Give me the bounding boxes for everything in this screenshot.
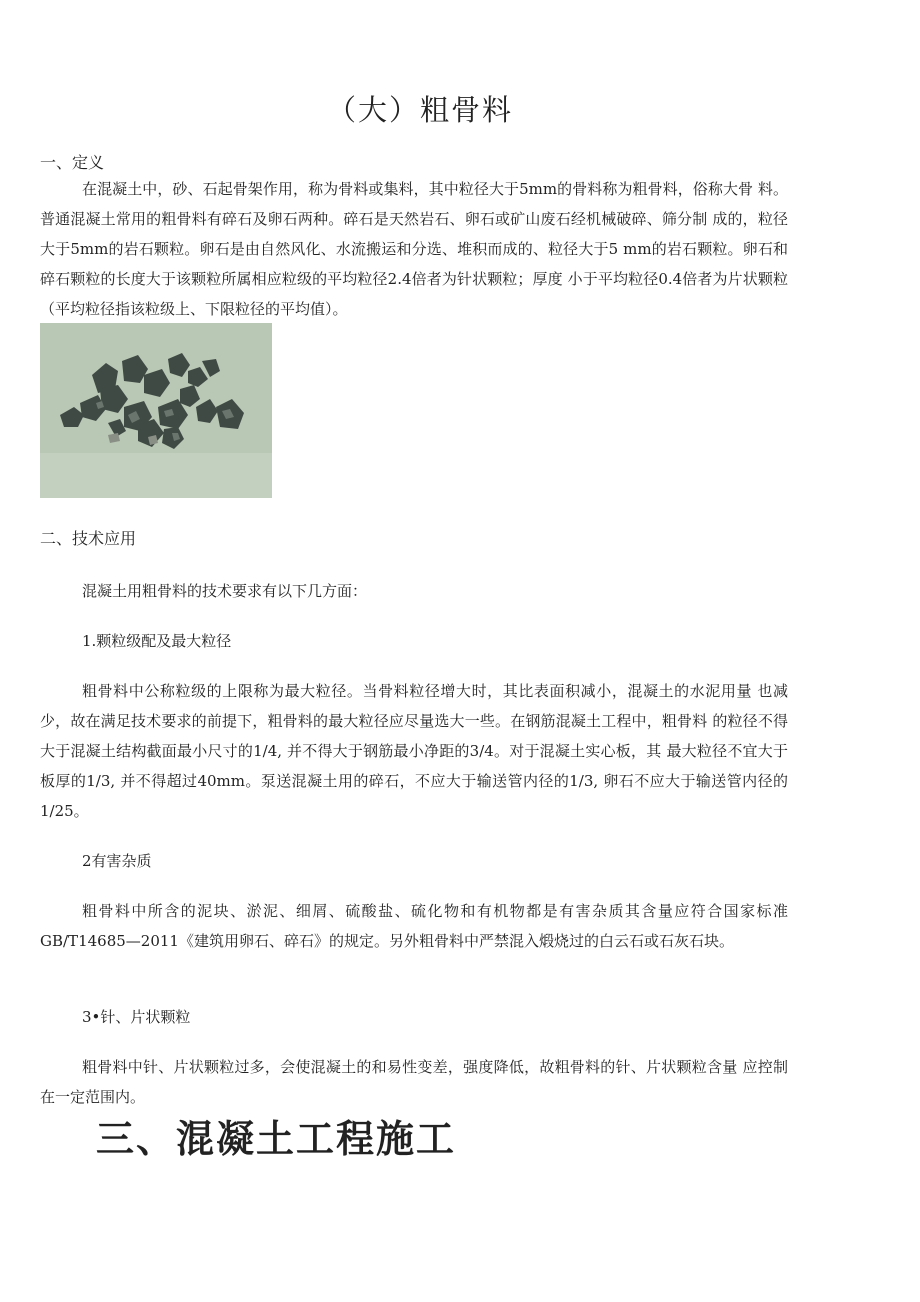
section-heading-application: 二、技术应用 bbox=[40, 529, 137, 548]
page-title: （大）粗骨料 bbox=[326, 93, 513, 127]
item1-title: 1.颗粒级配及最大粒径 bbox=[82, 632, 232, 650]
definition-paragraph: 在混凝土中，砂、石起骨架作用，称为骨料或集料，其中粒径大于5mm的骨料称为粗骨料，俗称大骨 料。普通混凝土常用的粗骨料有碎石及卵石两种。碎石是天然岩石、卵石或矿山废石经机械破碎、筛分制 成的，粒径大于5mm的岩石颗粒。卵石是由自然风化、水流搬运和分选、堆积而成的、粒径大于5 mm的岩石颗粒。卵石和碎石颗粒的长度大于该颗粒所属相应粒级的平均粒径2.4倍者为针状颗粒；厚度 小于平均粒径0.4倍者为片状颗粒（平均粒径指该粒级上、下限粒径的平均值）。 bbox=[40, 180, 788, 318]
item3-paragraph: 粗骨料中针、片状颗粒过多，会使混凝土的和易性变差，强度降低，故粗骨料的针、片状颗粒含量 应控制在一定范围内。 bbox=[40, 1058, 788, 1106]
coarse-aggregate-photo bbox=[40, 323, 272, 498]
aggregate-stones-illustration bbox=[40, 323, 272, 498]
section-heading-definition: 一、定义 bbox=[40, 153, 105, 172]
section-heading-construction: 三、混凝土工程施工 bbox=[96, 1116, 457, 1161]
item3-title: 3•针、片状颗粒 bbox=[82, 1008, 191, 1026]
item2-paragraph: 粗骨料中所含的泥块、淤泥、细屑、硫酸盐、硫化物和有机物都是有害杂质其含量应符合国家标准 GB/T14685—2011《建筑用卵石、碎石》的规定。另外粗骨料中严禁混入煅烧过的白云石或石灰石块。 bbox=[40, 902, 788, 950]
item1-paragraph: 粗骨料中公称粒级的上限称为最大粒径。当骨料粒径增大时，其比表面积减小，混凝土的水泥用量 也减少，故在满足技术要求的前提下，粗骨料的最大粒径应尽量选大一些。在钢筋混凝土工程中，粗骨料 的粒径不得大于混凝土结构截面最小尺寸的1/4, 并不得大于钢筋最小净距的3/4。对于混凝土实心板，其 最大粒径不宜大于板厚的1/3, 并不得超过40mm。泵送混凝土用的碎石，不应大于输送管内径的1/3, 卵石不应大于输送管内径的1/25。 bbox=[40, 682, 788, 820]
application-intro: 混凝土用粗骨料的技术要求有以下几方面： bbox=[82, 582, 368, 600]
item2-title: 2有害杂质 bbox=[82, 852, 152, 870]
